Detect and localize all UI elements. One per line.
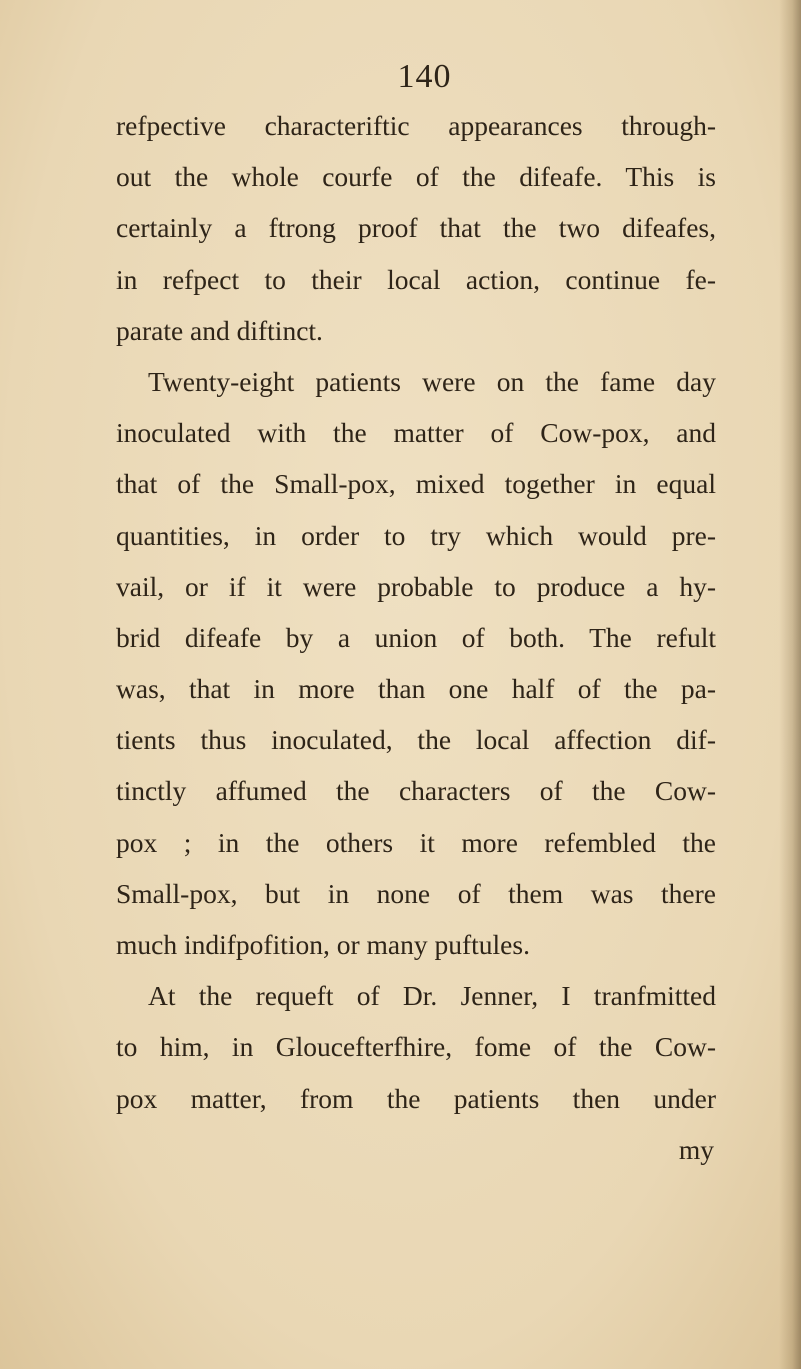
text-line: tients thus inoculated, the local affection dif- xyxy=(116,724,716,756)
text-line: brid difeafe by a union of both. The refult xyxy=(116,621,716,653)
text-line: to him, in Gloucefterfhire, fome of the Cow- xyxy=(116,1031,716,1063)
text-line: inoculated with the matter of Cow-pox, and xyxy=(116,417,716,449)
page-number: 140 xyxy=(397,58,452,95)
page-edge-shadow xyxy=(779,0,801,1369)
text-line: that of the Small-pox, mixed together in equal xyxy=(116,468,716,500)
text-line: pox ; in the others it more refembled the xyxy=(116,826,716,858)
text-line: Small-pox, but in none of them was there xyxy=(116,877,716,909)
text-line: At the requeft of Dr. Jenner, I tranfmitted xyxy=(148,980,716,1012)
text-line: parate and diftinct. xyxy=(116,314,323,346)
text-line: out the whole courfe of the difeafe. This is xyxy=(116,161,716,193)
text-line: quantities, in order to try which would pre- xyxy=(116,519,716,551)
text-line: vail, or if it were probable to produce a hy- xyxy=(116,570,716,602)
text-line: pox matter, from the patients then under xyxy=(116,1082,716,1114)
body-text xyxy=(116,100,716,1175)
text-line: certainly a ftrong proof that the two difeafes, xyxy=(116,212,716,244)
text-line: was, that in more than one half of the pa- xyxy=(116,673,716,705)
catchword: my xyxy=(678,1133,714,1165)
text-line: much indifpofition, or many puftules. xyxy=(116,929,530,960)
text-line: in refpect to their local action, continue fe- xyxy=(116,263,716,295)
text-line: tinctly affumed the characters of the Cow- xyxy=(116,775,716,807)
text-line: refpective characteriftic appearances through- xyxy=(116,110,716,141)
text-line: Twenty-eight patients were on the fame day xyxy=(148,365,716,397)
